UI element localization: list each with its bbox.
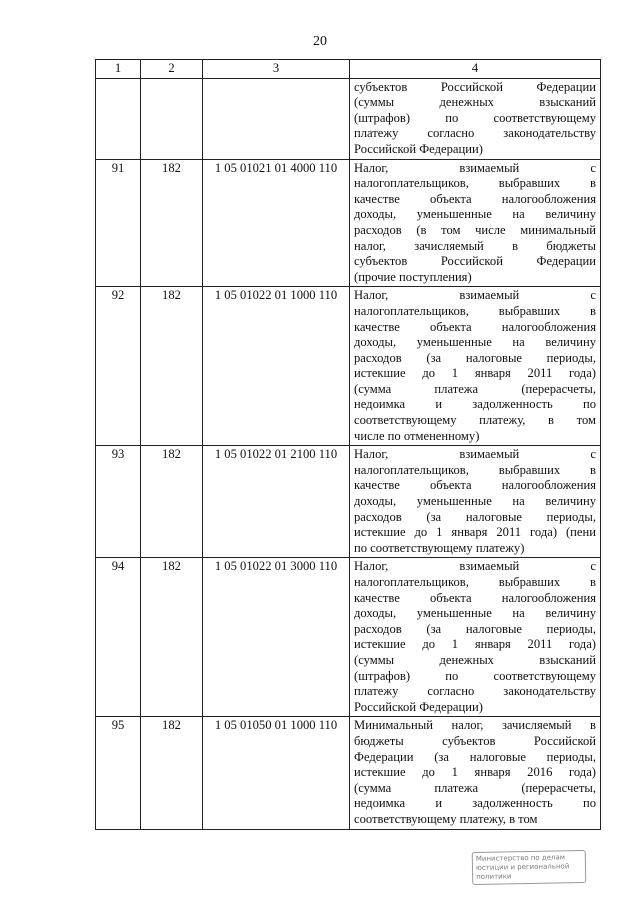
description-line: Российской Федерации): [354, 699, 483, 714]
description-line: по соответствующему платежу): [354, 540, 525, 555]
administrator-code: 182: [141, 159, 203, 287]
column-header-1: 1: [96, 60, 141, 79]
revenue-codes-table: [95, 59, 601, 830]
stamp-line: политики: [476, 872, 512, 881]
administrator-code: 182: [141, 287, 203, 446]
description-line: Федерации (за налоговые периоды,: [354, 749, 596, 764]
table-row: [96, 446, 601, 558]
table-row: [96, 78, 601, 159]
description-line: (суммы денежных взысканий: [354, 95, 596, 110]
table-row: [96, 717, 601, 829]
revenue-description: [350, 717, 601, 829]
administrator-code: 182: [141, 717, 203, 829]
description-line: качестве объекта налогообложения: [354, 319, 596, 334]
description-line: качестве объекта налогообложения: [354, 191, 596, 206]
description-line: соответствующему платежу, в том: [354, 413, 596, 428]
revenue-description: [350, 78, 601, 159]
description-line: (сумма платежа (перерасчеты,: [354, 381, 596, 396]
description-line: недоимка и задолженность по: [354, 397, 596, 412]
description-line: доходы, уменьшенные на величину: [354, 606, 596, 621]
description-line: расходов (за налоговые периоды,: [354, 509, 596, 524]
description-line: бюджеты субъектов Российской: [354, 733, 596, 748]
description-line: Налог, взимаемый с: [354, 559, 596, 574]
budget-classification-code: 1 05 01050 01 1000 110: [203, 717, 350, 829]
description-line: доходы, уменьшенные на величину: [354, 207, 596, 222]
description-line: (суммы денежных взысканий: [354, 652, 596, 667]
budget-classification-code: 1 05 01022 01 2100 110: [203, 446, 350, 558]
description-line: налогоплательщиков, выбравших в: [354, 575, 596, 589]
row-number: [96, 78, 141, 159]
description-line: соответствующему платежу, в том: [354, 811, 538, 826]
column-header-2: 2: [141, 60, 203, 79]
administrator-code: 182: [141, 558, 203, 717]
description-line: (сумма платежа (перерасчеты,: [354, 780, 596, 795]
column-header-3: 3: [203, 60, 350, 79]
description-line: налогоплательщиков, выбравших в: [354, 462, 596, 477]
registration-stamp: [472, 850, 587, 885]
description-line: (штрафов) по соответствующему: [354, 110, 596, 125]
description-line: расходов (за налоговые периоды,: [354, 350, 596, 365]
row-number: 91: [96, 159, 141, 287]
description-line: налог, зачисляемый в бюджеты: [354, 238, 596, 253]
description-line: расходов (за налоговые периоды,: [354, 621, 596, 636]
revenue-description: [350, 287, 601, 446]
budget-classification-code: [203, 78, 350, 159]
description-line: Минимальный налог, зачисляемый в: [354, 718, 596, 733]
description-line: качестве объекта налогообложения: [354, 590, 596, 605]
description-line: недоимка и задолженность по: [354, 796, 596, 811]
row-number: 93: [96, 446, 141, 558]
revenue-description: [350, 558, 601, 717]
description-line: доходы, уменьшенные на величину: [354, 335, 596, 350]
description-line: истекшие до 1 января 2016 года): [354, 765, 596, 780]
description-line: (штрафов) по соответствующему: [354, 668, 596, 683]
revenue-description: [350, 446, 601, 558]
row-number: 92: [96, 287, 141, 446]
description-line: (прочие поступления): [354, 269, 472, 284]
description-line: числе по отмененному): [354, 428, 480, 443]
description-line: Налог, взимаемый с: [354, 447, 596, 462]
description-line: Российской Федерации): [354, 141, 483, 156]
description-line: истекшие до 1 января 2011 года): [354, 366, 596, 381]
budget-classification-code: 1 05 01021 01 4000 110: [203, 159, 350, 287]
description-line: субъектов Российской Федерации: [354, 254, 596, 269]
page-number: 20: [313, 34, 327, 49]
description-line: налогоплательщиков, выбравших в: [354, 176, 596, 191]
stamp-line: юстиции и региональной: [475, 862, 570, 872]
description-line: доходы, уменьшенные на величину: [354, 494, 596, 509]
column-header-4: 4: [350, 60, 601, 79]
description-line: качестве объекта налогообложения: [354, 478, 596, 493]
table-row: [96, 287, 601, 446]
description-line: Налог, взимаемый с: [354, 160, 596, 175]
description-line: истекшие до 1 января 2011 года) (пени: [354, 525, 596, 540]
description-line: платежу согласно законодательству: [354, 126, 596, 141]
description-line: расходов (в том числе минимальный: [354, 222, 596, 237]
table-row: [96, 159, 601, 287]
stamp-line: Министерство по делам: [475, 853, 566, 863]
table-header-row: [96, 60, 601, 79]
row-number: 95: [96, 717, 141, 829]
administrator-code: [141, 78, 203, 159]
revenue-description: [350, 159, 601, 287]
description-line: платежу согласно законодательству: [354, 684, 596, 699]
budget-classification-code: 1 05 01022 01 3000 110: [203, 558, 350, 717]
description-line: субъектов Российской Федерации: [354, 79, 596, 94]
administrator-code: 182: [141, 446, 203, 558]
description-line: налогоплательщиков, выбравших в: [354, 303, 596, 318]
budget-classification-code: 1 05 01022 01 1000 110: [203, 287, 350, 446]
description-line: истекшие до 1 января 2011 года): [354, 637, 596, 652]
table-row: [96, 558, 601, 717]
row-number: 94: [96, 558, 141, 717]
description-line: Налог, взимаемый с: [354, 288, 596, 303]
